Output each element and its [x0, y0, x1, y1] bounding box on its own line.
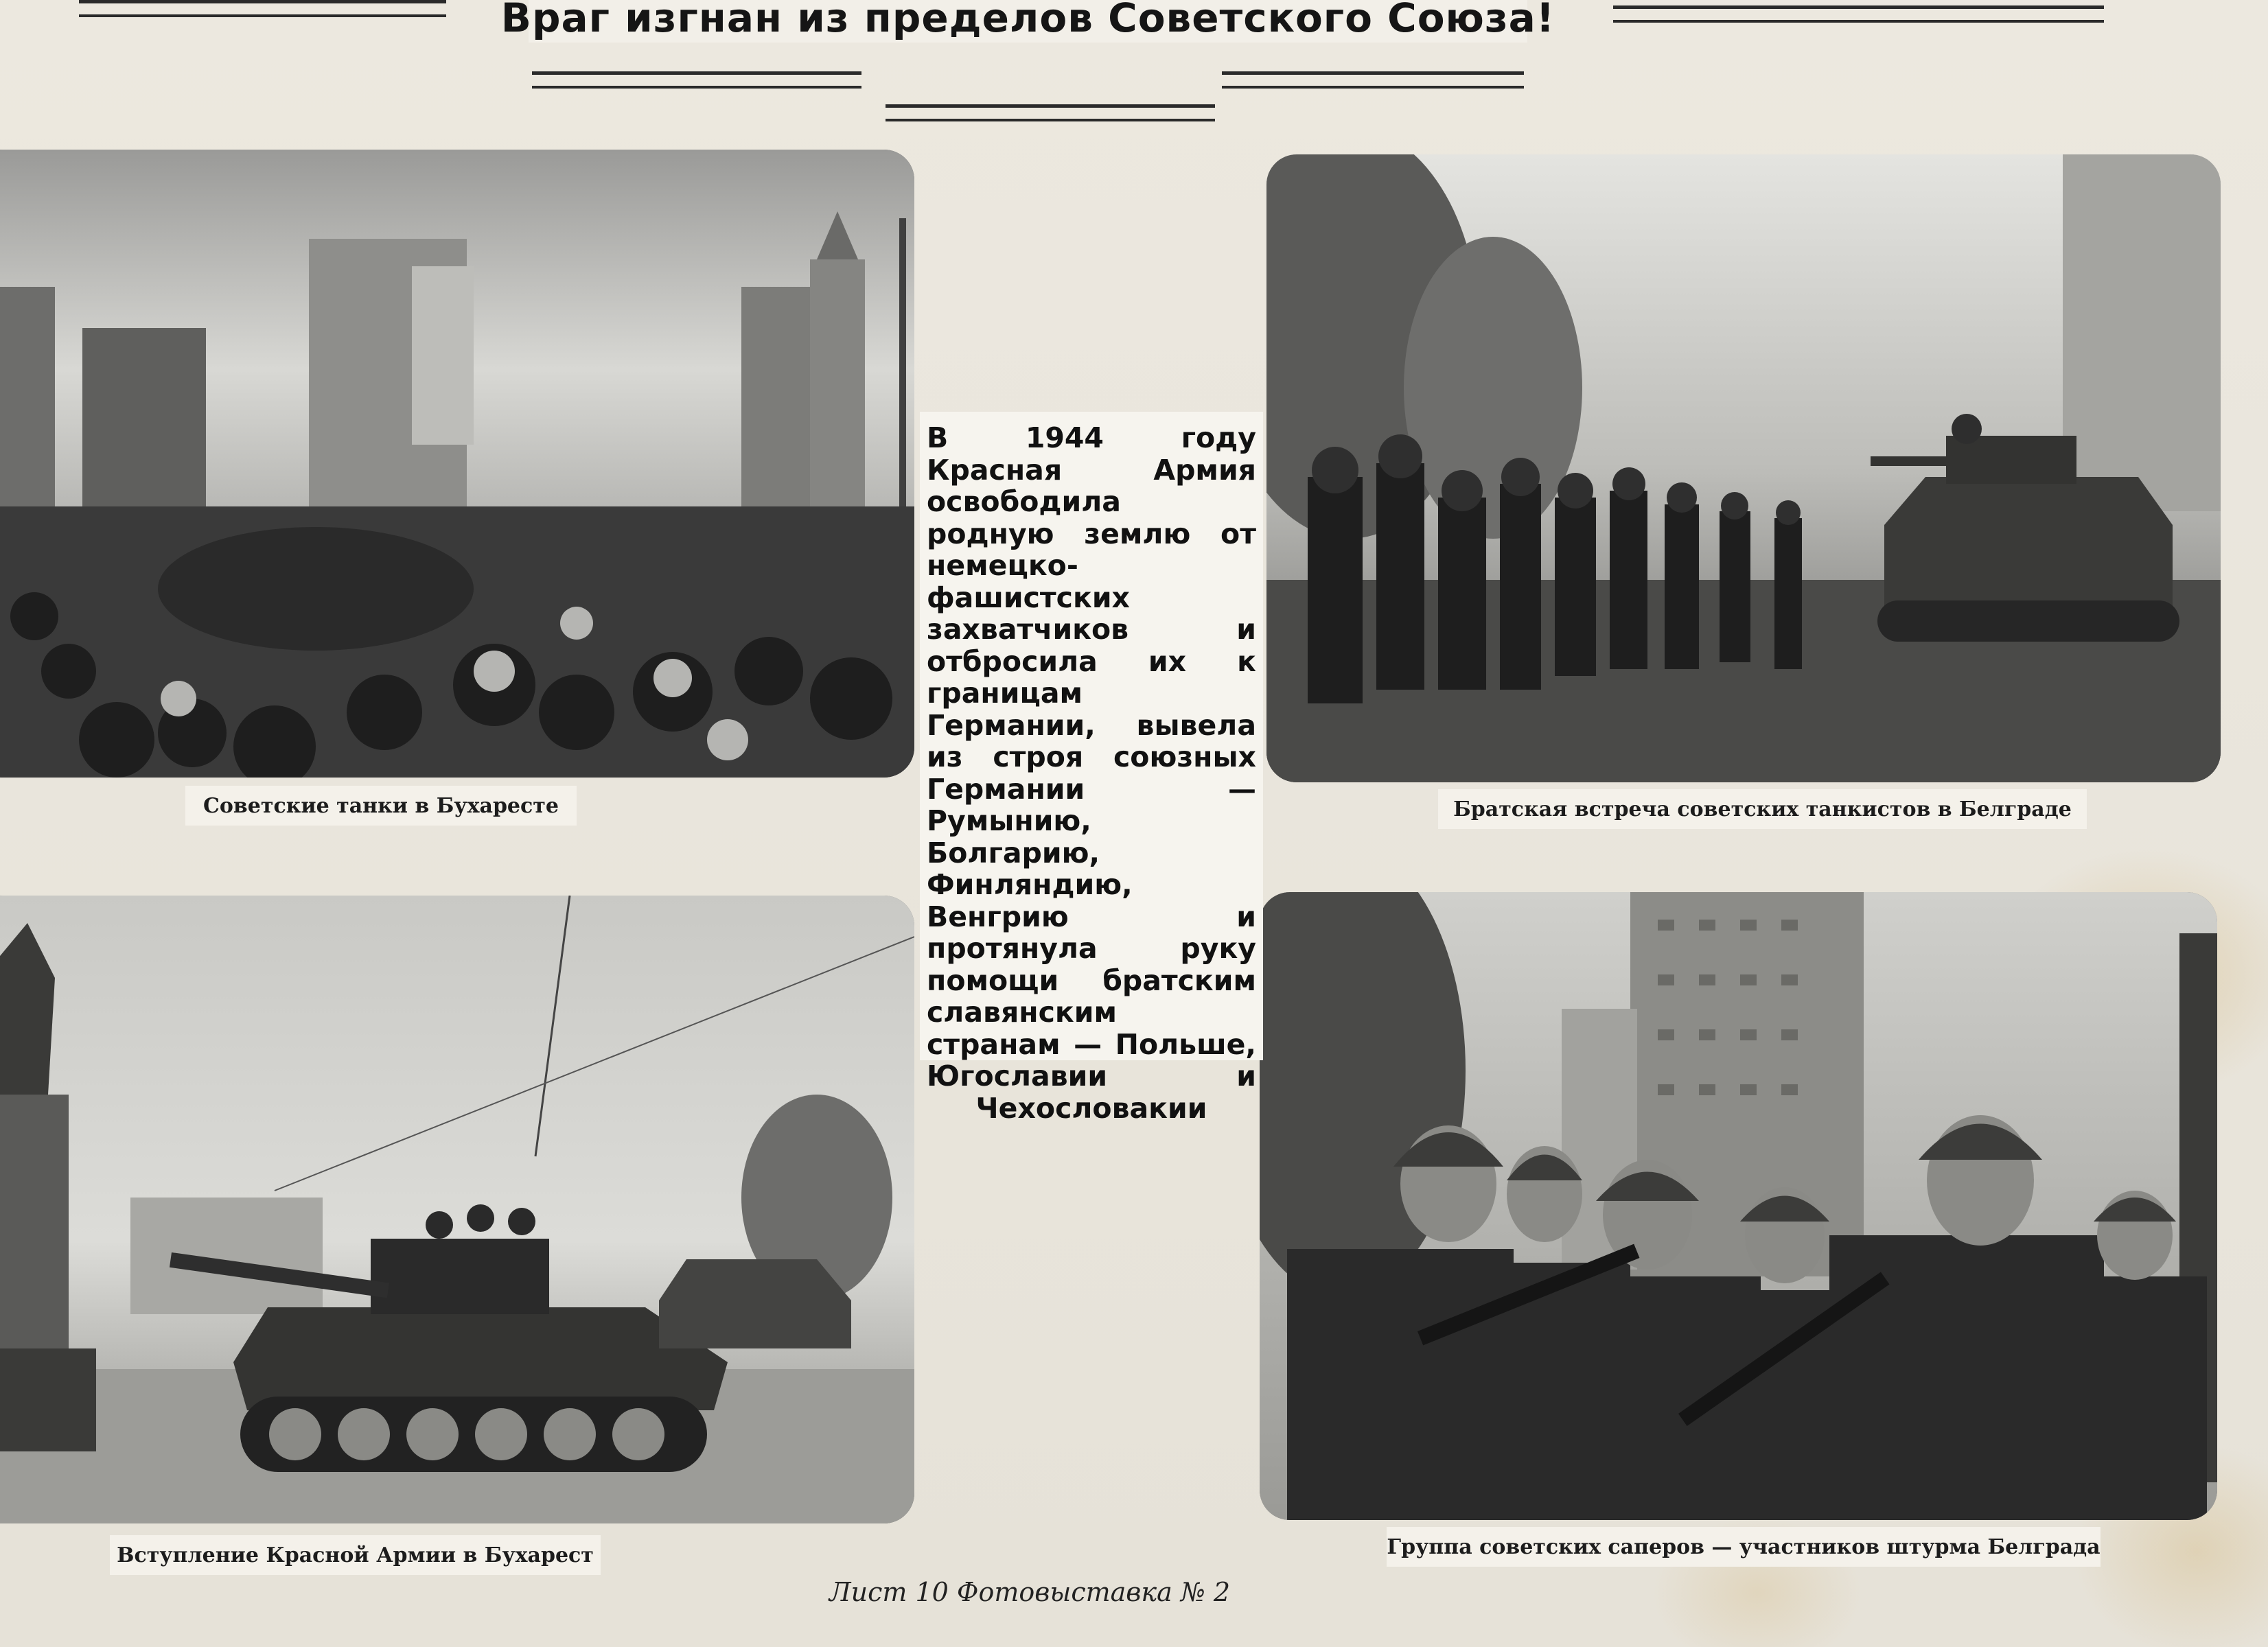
photo-meeting-belgrade [1266, 154, 2221, 782]
caption-meeting-belgrade: Братская встреча советских танкистов в Белграде [1438, 789, 2087, 829]
rule-under-title-right [1222, 71, 1524, 89]
rule-center [886, 104, 1215, 121]
main-text-panel [920, 412, 1263, 1125]
photo-entry-bucharest-image [0, 896, 914, 1523]
rule-under-title-left [532, 71, 861, 89]
photo-tanks-bucharest [0, 150, 914, 778]
top-rule-left [79, 0, 446, 17]
caption-entry-bucharest: Вступление Красной Армии в Бухарест [110, 1535, 601, 1575]
photo-tanks-bucharest-image [0, 150, 914, 778]
footer-sheet-label: Лист 10 Фотовыставка № 2 [829, 1577, 1231, 1607]
photo-sappers-belgrade-image [1260, 892, 2217, 1520]
photo-meeting-belgrade-image [1266, 154, 2221, 782]
title-box [500, 0, 1555, 43]
caption-tanks-bucharest: Советские танки в Бухаресте [185, 786, 577, 826]
caption-sappers-belgrade: Группа советских саперов — участников штурма Белграда [1387, 1527, 2101, 1567]
photo-entry-bucharest [0, 896, 914, 1523]
page-title: Враг изгнан из пределов Советского Союза! [500, 0, 1555, 41]
main-text: В 1944 году Красная Армия освободила родную землю от немецко-фашистских захватчиков и отбросила их к границам Германии, вывела из строя союзных Германии — Румынию, Болгарию, Финляндию, Венгрию и протянула руку помощи братским славянским странам — Польше, Югославии и Чехословакии [927, 421, 1256, 1125]
top-rule-right [1613, 5, 2104, 23]
photo-sappers-belgrade [1260, 892, 2217, 1520]
